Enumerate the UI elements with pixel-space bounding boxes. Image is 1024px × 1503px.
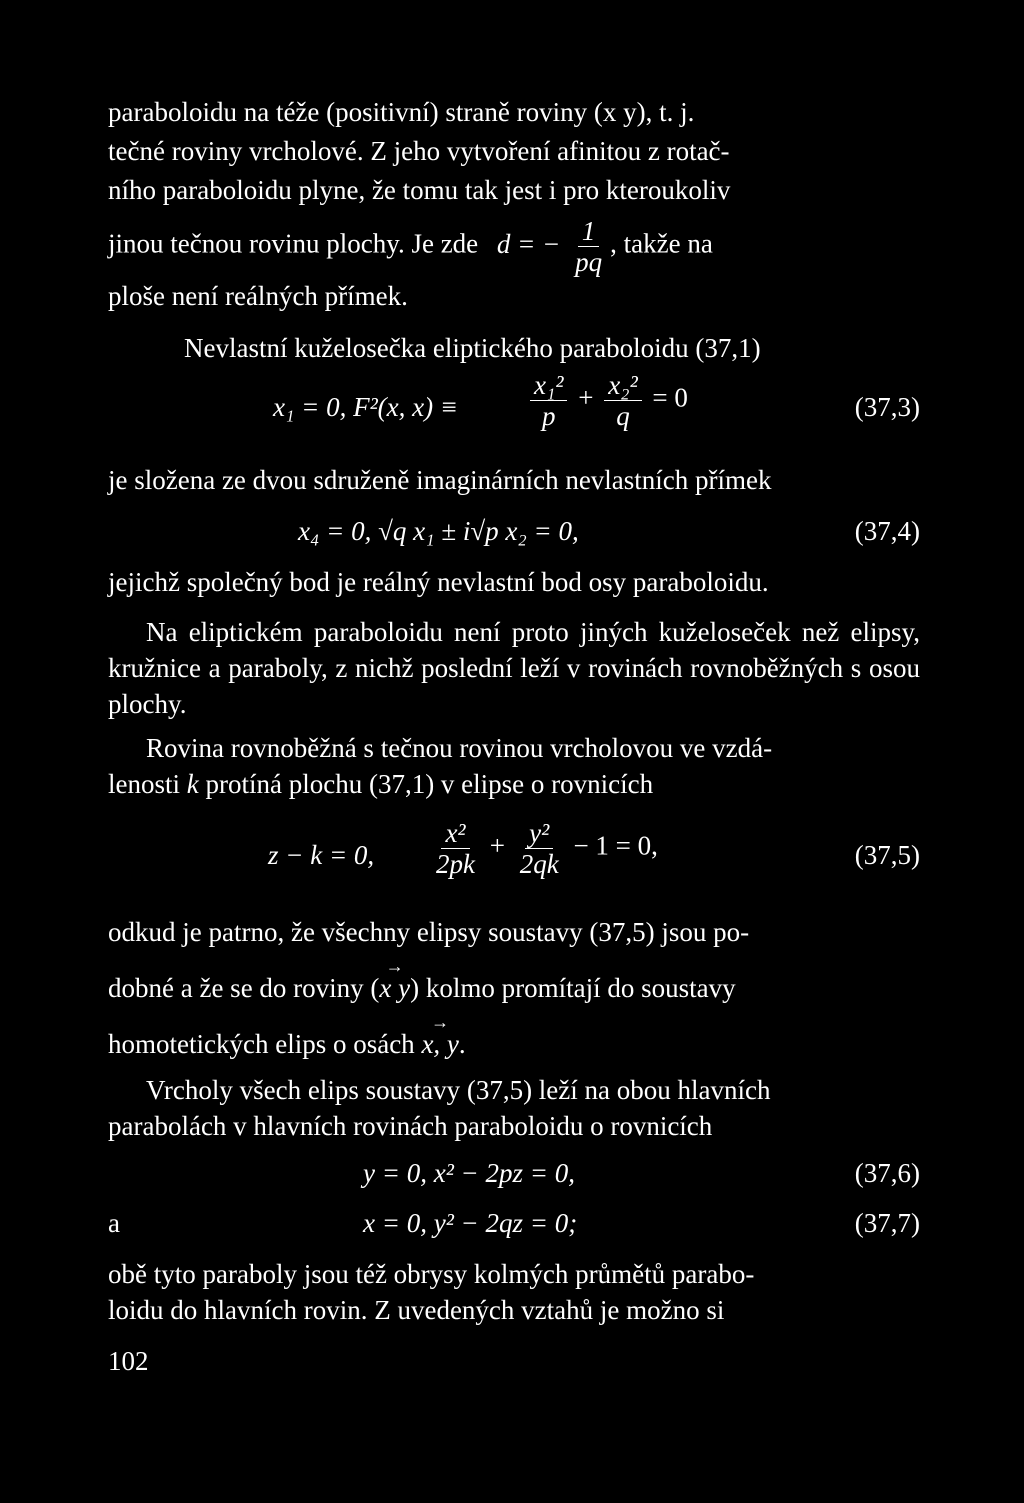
text-line-3-text: ního paraboloidu plyne, že tomu tak jest i pro kteroukoliv [108, 175, 731, 205]
eq3-frac1-den: p [541, 401, 556, 431]
text-line-odkud-3 [108, 1026, 920, 1062]
eq4-number: (37,4) [854, 516, 920, 546]
d-fraction-numerator: 1 [578, 216, 600, 247]
text-line-3 [108, 172, 920, 208]
text-line-rovina-1 [108, 730, 920, 766]
text-line-4-start: jinou tečnou rovinu plochy. Je zde [108, 228, 479, 259]
eq3-frac2-num: x₂² [604, 370, 641, 401]
text-line-7 [108, 462, 920, 498]
paragraph-ellipses: Na eliptickém paraboloidu není proto jiných kuželoseček než elipsy, kružnice a paraboly, z nichž poslední leží v rovinách rovnoběžných s osou plochy. [108, 617, 920, 719]
page-number: 102 [108, 1346, 149, 1376]
text-line-2-text: tečné roviny vrcholové. Z jeho vytvoření afinitou z rotač- [108, 136, 730, 166]
equation-37-4 [108, 514, 920, 554]
variable-k: k [186, 769, 199, 799]
text-line-obe-1 [108, 1256, 920, 1292]
text-line-5-text: ploše není reálných přímek. [108, 281, 408, 311]
text-line-rovina-2 [108, 766, 920, 802]
eq5-terms [428, 818, 658, 879]
text-line-rovina-2-end: protíná plochu (37,1) v elipse o rovnicích [205, 769, 654, 799]
text-line-obe-2 [108, 1292, 920, 1328]
period: . [458, 1029, 466, 1059]
eq5-frac1-num: x² [441, 818, 469, 849]
text-line-vrch-2-text: parabolách v hlavních rovinách paraboloidu o rovnicích [108, 1111, 713, 1141]
text-line-odkud-2 [108, 970, 920, 1006]
equation-37-7 [108, 1206, 920, 1246]
text-line-odkud-2-end: ) kolmo promítají do soustavy [410, 973, 736, 1003]
text-line-4 [108, 216, 920, 276]
eq3-frac2 [604, 370, 641, 431]
d-definition-lhs: d = − [496, 228, 561, 259]
eq3-rhs: = 0 [652, 382, 688, 413]
text-line-obe-2-text: loidu do hlavních rovin. Z uvedených vztahů je možno si [108, 1295, 725, 1325]
eq3-plus: + [578, 382, 594, 413]
text-line-obe-1-text: obě tyto paraboly jsou též obrysy kolmých průmětů parabo- [108, 1259, 755, 1289]
text-line-6 [108, 330, 920, 366]
text-line-6-text: Nevlastní kuželosečka eliptického paraboloidu (37,1) [184, 333, 761, 363]
text-line-1-text: paraboloidu na téže (positivní) straně roviny (x y), t. j. [108, 97, 695, 127]
equation-37-5 [108, 818, 920, 888]
text-line-rovina-1-text: Rovina rovnoběžná s tečnou rovinou vrcholovou ve vzdá- [146, 733, 773, 763]
eq5-frac1-den: 2pk [436, 849, 475, 879]
eq3-number: (37,3) [854, 392, 920, 422]
equation-37-3 [108, 370, 920, 438]
text-line-odkud-3-text: homotetických elips o osách [108, 1029, 415, 1059]
eq3-frac2-den: q [616, 401, 630, 431]
d-fraction-denominator: pq [575, 247, 603, 277]
eq5-number: (37,5) [854, 840, 920, 870]
text-line-vrch-1-text: Vrcholy všech elips soustavy (37,5) leží na obou hlavních [146, 1075, 771, 1105]
eq5-rhs: − 1 = 0, [573, 830, 658, 861]
text-line-4-end: , takže na [610, 228, 713, 259]
d-fraction [571, 216, 606, 277]
text-line-8-text: jejichž společný bod je reálný nevlastní bod osy paraboloidu. [108, 567, 769, 597]
xy-plane-vectors: → x y [379, 970, 410, 1006]
eq3-lhs: x₁ = 0, F²(x, x) ≡ [273, 392, 459, 422]
text-line-odkud-1 [108, 914, 920, 950]
text-line-1 [108, 94, 920, 130]
text-line-rovina-2-start: lenosti [108, 769, 180, 799]
text-line-odkud-1-text: odkud je patrno, že všechny elipsy soustavy (37,5) jsou po- [108, 917, 750, 947]
eq5-lhs: z − k = 0, [268, 840, 375, 870]
eq5-frac1 [432, 818, 479, 879]
text-line-8 [108, 564, 920, 600]
equation-37-6 [108, 1156, 920, 1196]
eq6-body: y = 0, x² − 2pz = 0, [363, 1158, 575, 1188]
xy-axes-vectors: → x, y [421, 1026, 458, 1062]
eq6-number: (37,6) [854, 1158, 920, 1188]
eq5-frac2-num: y² [525, 818, 553, 849]
eq3-frac1-num: x₁² [530, 370, 567, 401]
text-line-7-text: je složena ze dvou sdruženě imaginárních nevlastních přímek [108, 465, 772, 495]
eq3-terms [526, 370, 688, 431]
eq5-frac2-den: 2qk [519, 849, 559, 879]
text-line-vrch-2 [108, 1108, 920, 1144]
text-line-odkud-2-start: dobné a že se do roviny ( [108, 973, 380, 1003]
eq3-frac1 [530, 370, 567, 431]
text-line-vrch-1 [108, 1072, 920, 1108]
eq7-number: (37,7) [854, 1208, 920, 1238]
eq4-body: x₄ = 0, √q x₁ ± i√p x₂ = 0, [298, 516, 579, 546]
text-line-5 [108, 278, 920, 314]
eq7-body: x = 0, y² − 2qz = 0; [363, 1208, 578, 1238]
conjunction-a: a [108, 1208, 120, 1238]
text-line-2 [108, 133, 920, 169]
eq5-plus: + [489, 830, 505, 861]
eq5-frac2 [516, 818, 563, 879]
